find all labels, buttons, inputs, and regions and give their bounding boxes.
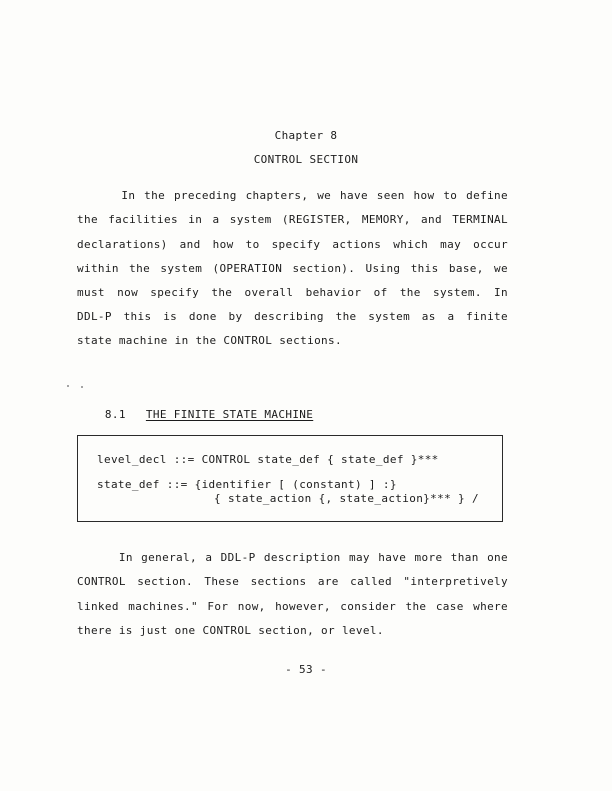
paragraph-line: linked machines." For now, however, consider the case where bbox=[77, 600, 508, 613]
section-heading bbox=[77, 394, 313, 436]
section-title: THE FINITE STATE MACHINE bbox=[145, 408, 314, 421]
bnf-rule-state-def: state_def ::= {identifier [ (constant) ] :} bbox=[97, 478, 397, 491]
scan-speck bbox=[67, 385, 69, 387]
paragraph-line: within the system (OPERATION section). Using this base, we bbox=[77, 262, 508, 275]
page-number: - 53 - bbox=[285, 663, 327, 676]
section-number: 8.1 bbox=[104, 408, 126, 421]
bnf-rule-state-def-continued: { state_action {, state_action}*** } / bbox=[214, 492, 479, 505]
scan-speck bbox=[81, 386, 83, 388]
paragraph-line: CONTROL section. These sections are called "interpretively bbox=[77, 575, 508, 588]
paragraph-line: there is just one CONTROL section, or level. bbox=[77, 624, 384, 637]
paragraph-line: state machine in the CONTROL sections. bbox=[77, 334, 342, 347]
paragraph-line: declarations) and how to specify actions which may occur bbox=[77, 238, 508, 251]
bnf-rule-level-decl: level_decl ::= CONTROL state_def { state_def }*** bbox=[97, 453, 439, 466]
paragraph-line: DDL-P this is done by describing the system as a finite bbox=[77, 310, 508, 323]
bnf-syntax-box bbox=[77, 435, 503, 522]
chapter-title: CONTROL SECTION bbox=[253, 153, 359, 166]
paragraph-line: the facilities in a system (REGISTER, MEMORY, and TERMINAL bbox=[77, 213, 508, 226]
chapter-label: Chapter 8 bbox=[274, 129, 338, 142]
paragraph-line: In general, a DDL-P description may have more than one bbox=[77, 551, 508, 564]
paragraph-line: In the preceding chapters, we have seen how to define bbox=[77, 189, 508, 202]
paragraph-line: must now specify the overall behavior of the system. In bbox=[77, 286, 508, 299]
